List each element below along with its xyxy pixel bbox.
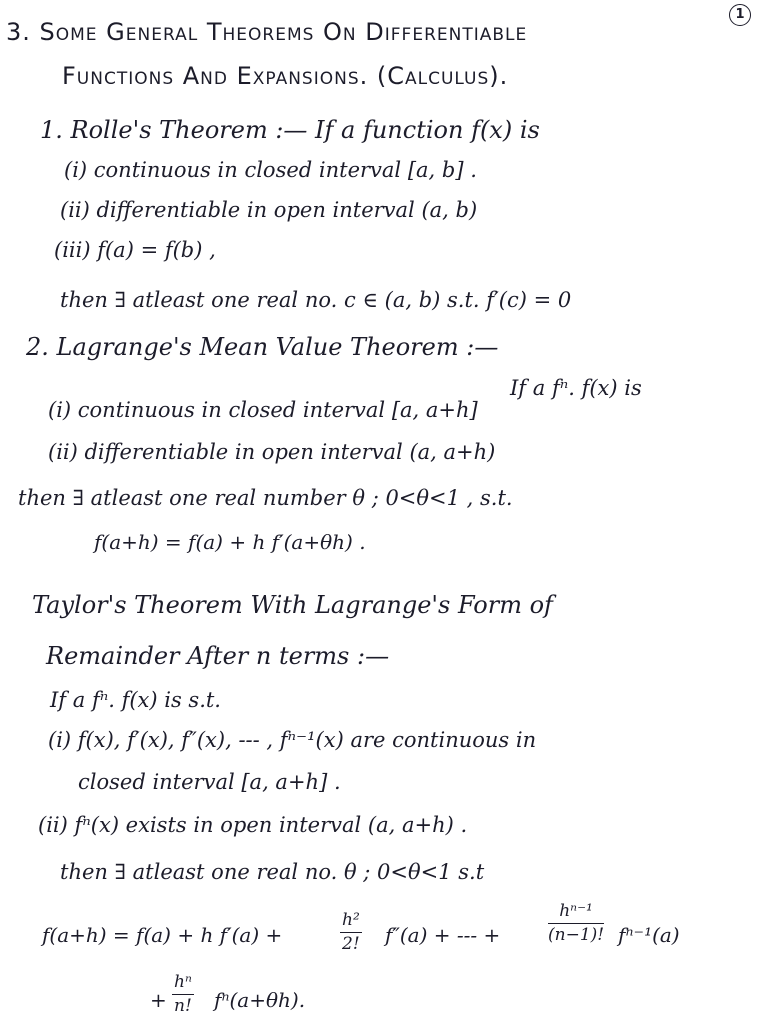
- page-number: 1: [729, 4, 751, 26]
- taylor-formula-middle: f″(a) + --- +: [385, 923, 501, 947]
- rolle-condition-3: (iii) f(a) = f(b) ,: [54, 238, 216, 262]
- lagrange-conclusion: then ∃ atleast one real number θ ; 0<θ<1 , s.t.: [18, 486, 513, 510]
- taylor-fraction-hn-1-numerator: hⁿ⁻¹: [559, 901, 593, 921]
- lagrange-condition-1: (i) continuous in closed interval [a, a+h]: [48, 398, 478, 422]
- taylor-fraction-hn-1: [548, 903, 604, 944]
- taylor-conclusion: then ∃ atleast one real no. θ ; 0<θ<1 s.t: [60, 860, 485, 884]
- taylor-fraction-h2-numerator: h²: [342, 910, 360, 930]
- taylor-remainder-plus: +: [150, 988, 167, 1012]
- taylor-fraction-hn-numerator: hⁿ: [174, 972, 192, 992]
- taylor-formula-lhs: f(a+h) = f(a) + h f′(a) +: [42, 923, 283, 947]
- rolle-heading: 1. Rolle's Theorem :— If a function f(x) is: [40, 116, 540, 144]
- taylor-fraction-hn-1-denominator: (n−1)!: [548, 925, 605, 945]
- taylor-heading-line-1: Taylor's Theorem With Lagrange's Form of: [32, 591, 553, 619]
- lagrange-condition-2: (ii) differentiable in open interval (a, a+h): [48, 440, 496, 464]
- lagrange-formula: f(a+h) = f(a) + h f′(a+θh) .: [94, 530, 366, 554]
- lagrange-if: If a fⁿ. f(x) is: [510, 376, 642, 400]
- title-line-2: Functions And Expansions. (Calculus).: [62, 62, 509, 90]
- taylor-fraction-hn: [172, 974, 194, 1015]
- taylor-fraction-h2-denominator: 2!: [340, 932, 362, 953]
- taylor-condition-1-continued: closed interval [a, a+h] .: [78, 770, 341, 794]
- taylor-if: If a fⁿ. f(x) is s.t.: [50, 688, 221, 712]
- title-line-1: 3. Some General Theorems On Differentiable: [6, 18, 528, 46]
- taylor-formula-term-n-1: fⁿ⁻¹(a): [618, 923, 680, 947]
- rolle-condition-2: (ii) differentiable in open interval (a, b): [60, 198, 478, 222]
- taylor-condition-1: (i) f(x), f′(x), f″(x), --- , fⁿ⁻¹(x) are continuous in: [48, 728, 537, 752]
- rolle-condition-1: (i) continuous in closed interval [a, b] .: [64, 158, 477, 182]
- taylor-remainder-term: fⁿ(a+θh).: [214, 988, 306, 1012]
- rolle-conclusion: then ∃ atleast one real no. c ∈ (a, b) s.t. f′(c) = 0: [60, 288, 572, 312]
- taylor-fraction-hn-denominator: n!: [172, 994, 194, 1015]
- taylor-fraction-h2: [340, 912, 362, 953]
- lagrange-heading: 2. Lagrange's Mean Value Theorem :—: [26, 333, 499, 361]
- taylor-condition-2: (ii) fⁿ(x) exists in open interval (a, a+h) .: [38, 813, 468, 837]
- taylor-heading-line-2: Remainder After n terms :—: [46, 642, 390, 670]
